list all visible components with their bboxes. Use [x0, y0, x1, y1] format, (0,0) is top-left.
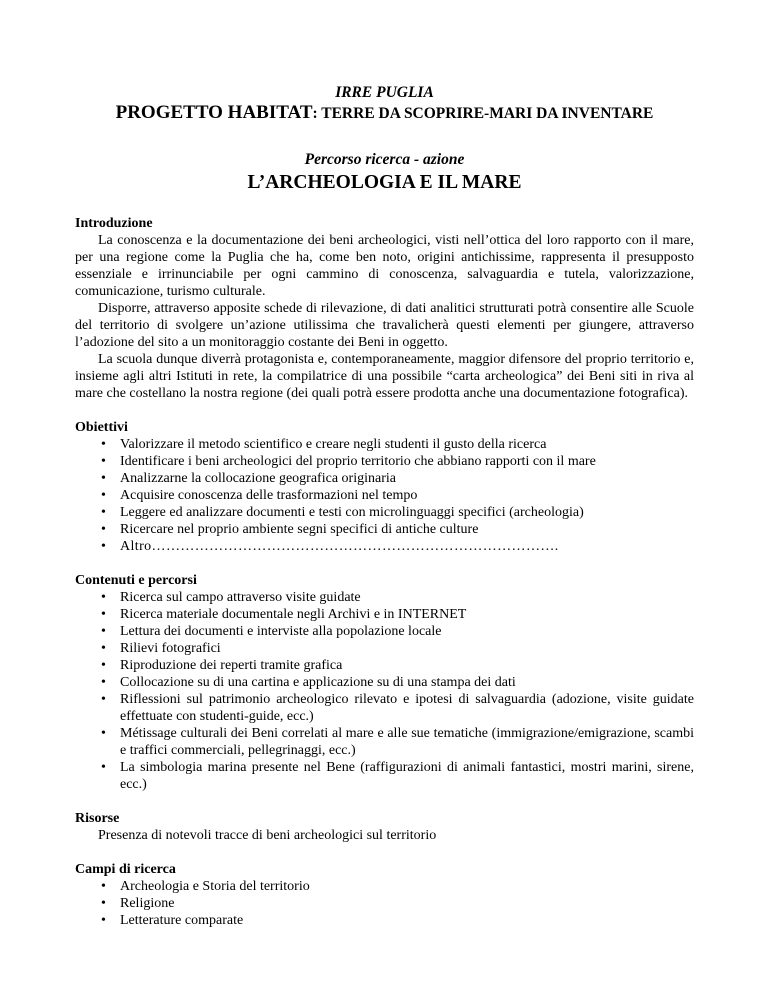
document-title: L’ARCHEOLOGIA E IL MARE — [247, 172, 522, 193]
list-item — [75, 606, 694, 623]
intro-paragraph: La conoscenza e la documentazione dei beni archeologici, visti nell’ottica del loro rapporto con il mare, per una regione come la Puglia che ha, come ben noto, origini antichissime, rappresenta il presupposto essenziale e irrinunciabile per ogni cammino di conoscenza, salvaguardia e tutela, valorizzazione, comunicazione, turismo culturale. — [75, 233, 694, 299]
list-item — [75, 538, 694, 555]
list-item — [75, 589, 694, 606]
list-item-text: Rilievi fotografici — [120, 641, 221, 656]
intro-paragraph: La scuola dunque diverrà protagonista e, contemporaneamente, maggior difensore del proprio territorio e, insieme agli altri Istituti in rete, la compilatrice di una possibile “carta archeologica” dei Beni siti in riva al mare che costellano la nostra regione (dei quali potrà essere prodotta anche una documentazione fotografica). — [75, 352, 694, 401]
intro-section — [75, 215, 694, 402]
list-item-text: Altro…………………………………………………………………………. — [120, 539, 559, 554]
list-item-text: Ricercare nel proprio ambiente segni specifici di antiche culture — [120, 522, 479, 537]
list-item — [75, 674, 694, 691]
objectives-section — [75, 419, 694, 555]
contents-section — [75, 572, 694, 793]
list-item-text: Acquisire conoscenza delle trasformazioni nel tempo — [120, 488, 418, 503]
bullet-icon: • — [101, 539, 106, 554]
contents-list — [75, 589, 694, 793]
project-main-title: PROGETTO HABITAT — [115, 102, 313, 123]
fields-list — [75, 878, 694, 929]
list-item — [75, 725, 694, 759]
bullet-icon: • — [101, 879, 106, 894]
list-item — [75, 436, 694, 453]
list-item-text: Religione — [120, 896, 175, 911]
list-item — [75, 895, 694, 912]
intro-paragraph: Disporre, attraverso apposite schede di rilevazione, di dati analitici strutturati potrà consentire alle Scuole del territorio di svolgere un’azione utilissima che travalicherà questi elementi per giungere, attraverso l’adozione del sito a un monitoraggio costante dei Beni in oggetto. — [75, 301, 694, 350]
list-item — [75, 504, 694, 521]
bullet-icon: • — [101, 692, 106, 707]
list-item — [75, 487, 694, 504]
list-item — [75, 759, 694, 793]
objectives-list — [75, 436, 694, 555]
list-item-text: Métissage culturali dei Beni correlati al mare e alle sue tematiche (immigrazione/emigrazione, scambi e traffici commerciali, pellegrinaggi, ecc.) — [120, 726, 694, 758]
org-heading: IRRE PUGLIA — [335, 84, 434, 101]
list-item-text: Leggere ed analizzare documenti e testi con microlinguaggi specifici (archeologia) — [120, 505, 584, 520]
list-item-text: Riflessioni sul patrimonio archeologico rilevato e ipotesi di salvaguardia (adozione, visite guidate effettuate con studenti-guide, ecc.) — [120, 692, 694, 724]
list-item — [75, 640, 694, 657]
bullet-icon: • — [101, 590, 106, 605]
list-item-text: Riproduzione dei reperti tramite grafica — [120, 658, 343, 673]
list-item-text: Archeologia e Storia del territorio — [120, 879, 310, 894]
list-item-text: Ricerca sul campo attraverso visite guidate — [120, 590, 361, 605]
intro-heading: Introduzione — [75, 216, 153, 231]
bullet-icon: • — [101, 488, 106, 503]
bullet-icon: • — [101, 675, 106, 690]
list-item — [75, 878, 694, 895]
list-item-text: Letterature comparate — [120, 913, 244, 928]
bullet-icon: • — [101, 896, 106, 911]
resources-heading: Risorse — [75, 811, 120, 826]
contents-heading: Contenuti e percorsi — [75, 573, 197, 588]
bullet-icon: • — [101, 658, 106, 673]
project-heading — [75, 102, 694, 125]
bullet-icon: • — [101, 913, 106, 928]
bullet-icon: • — [101, 454, 106, 469]
bullet-icon: • — [101, 437, 106, 452]
list-item-text: Valorizzare il metodo scientifico e creare negli studenti il gusto della ricerca — [120, 437, 547, 452]
list-item-text: Collocazione su di una cartina e applicazione su di una stampa dei dati — [120, 675, 516, 690]
bullet-icon: • — [101, 726, 106, 741]
fields-section — [75, 861, 694, 929]
list-item — [75, 521, 694, 538]
bullet-icon: • — [101, 522, 106, 537]
bullet-icon: • — [101, 760, 106, 775]
project-subtitle: : TERRE DA SCOPRIRE-MARI DA INVENTARE — [312, 105, 654, 122]
bullet-icon: • — [101, 624, 106, 639]
resources-text: Presenza di notevoli tracce di beni archeologici sul territorio — [98, 828, 437, 843]
list-item — [75, 453, 694, 470]
list-item-text: Identificare i beni archeologici del proprio territorio che abbiano rapporti con il mare — [120, 454, 596, 469]
fields-heading: Campi di ricerca — [75, 862, 176, 877]
bullet-icon: • — [101, 505, 106, 520]
bullet-icon: • — [101, 471, 106, 486]
list-item — [75, 657, 694, 674]
document-page — [75, 84, 694, 929]
resources-section — [75, 810, 694, 844]
path-subheading: Percorso ricerca - azione — [304, 151, 465, 168]
list-item — [75, 912, 694, 929]
bullet-icon: • — [101, 641, 106, 656]
list-item — [75, 691, 694, 725]
list-item-text: Lettura dei documenti e interviste alla popolazione locale — [120, 624, 442, 639]
list-item — [75, 470, 694, 487]
list-item-text: Ricerca materiale documentale negli Archivi e in INTERNET — [120, 607, 467, 622]
list-item-text: La simbologia marina presente nel Bene (raffigurazioni di animali fantastici, mostri marini, sirene, ecc.) — [120, 760, 694, 792]
list-item — [75, 623, 694, 640]
bullet-icon: • — [101, 607, 106, 622]
list-item-text: Analizzarne la collocazione geografica originaria — [120, 471, 396, 486]
objectives-heading: Obiettivi — [75, 420, 128, 435]
